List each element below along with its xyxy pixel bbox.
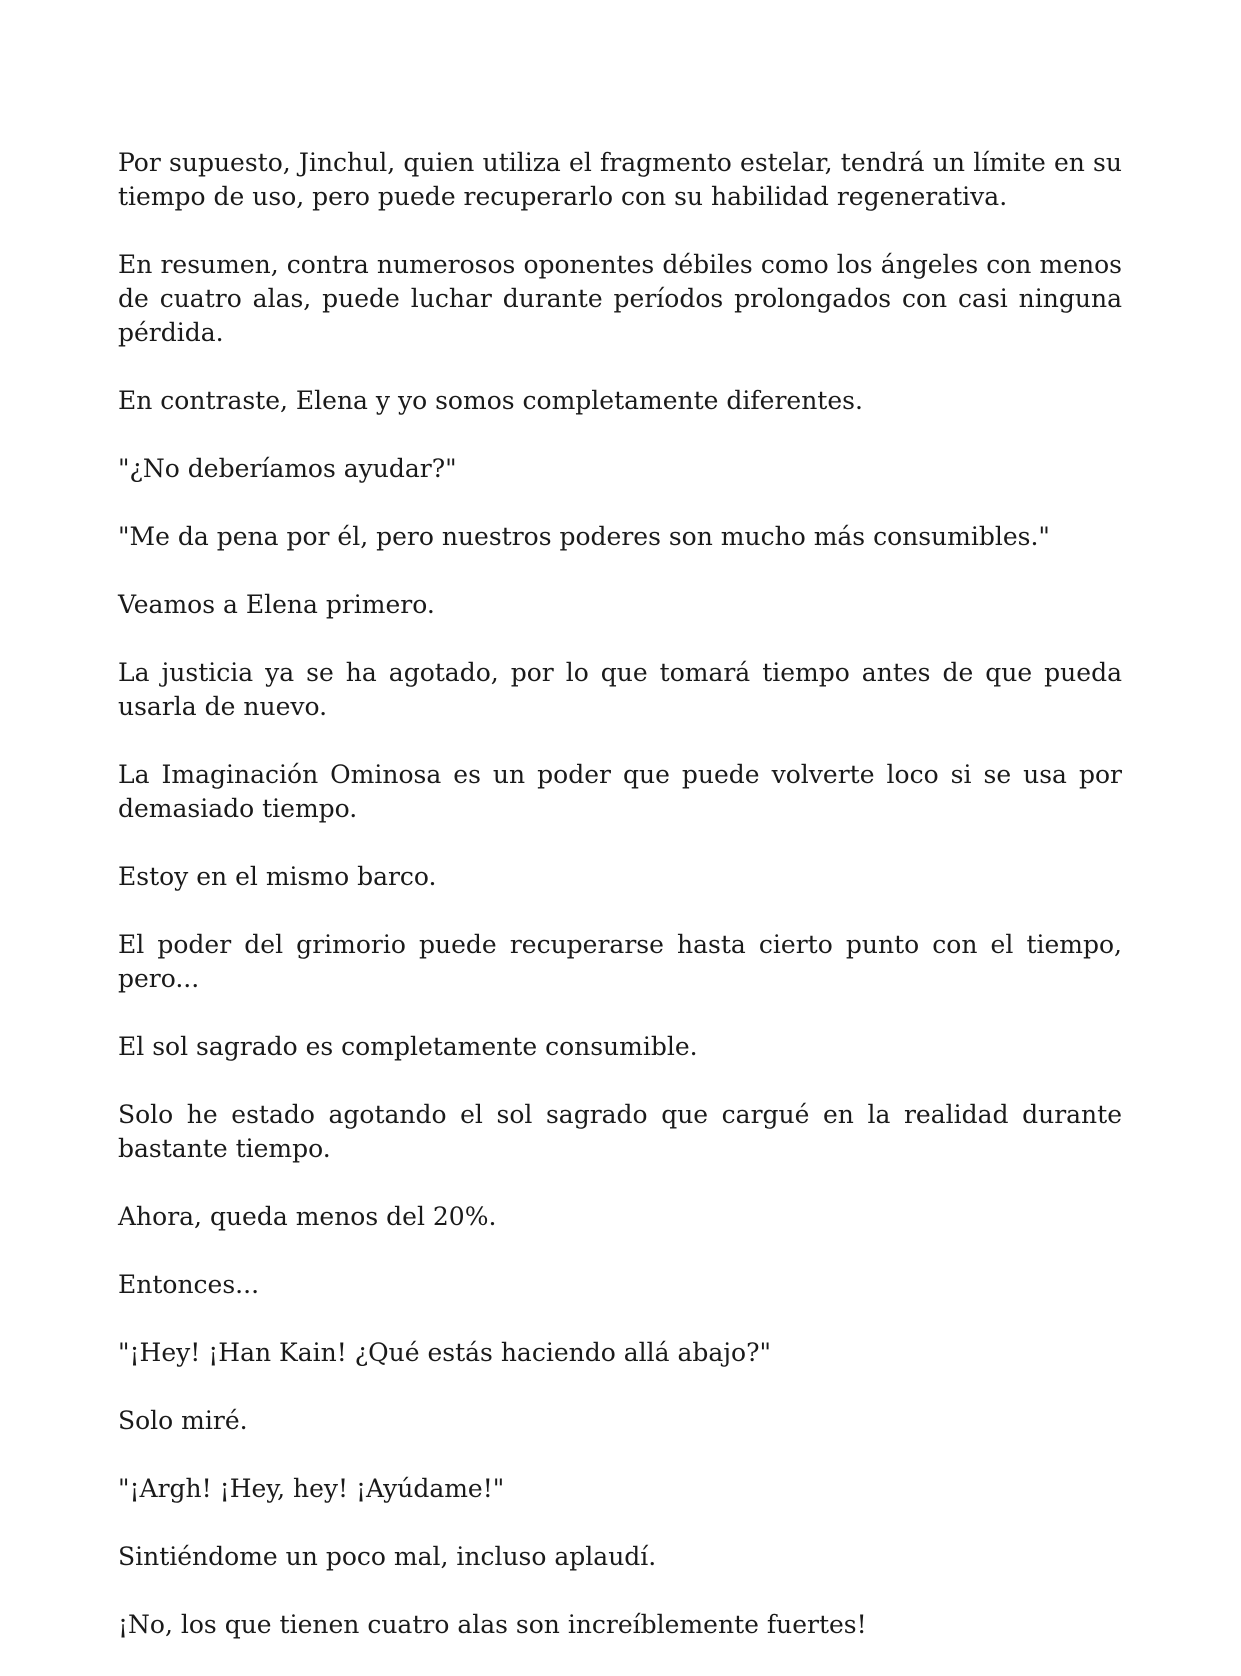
paragraph: En resumen, contra numerosos oponentes débiles como los ángeles con menos de cuatro alas, puede luchar durante períodos prolongados con casi ninguna pérdida. [118, 250, 1122, 347]
paragraph: Veamos a Elena primero. [118, 590, 435, 619]
paragraph: El poder del grimorio puede recuperarse hasta cierto punto con el tiempo, pero... [118, 930, 1122, 993]
paragraph: "¡Argh! ¡Hey, hey! ¡Ayúdame!" [118, 1474, 505, 1503]
paragraph: La justicia ya se ha agotado, por lo que tomará tiempo antes de que pueda usarla de nuevo. [118, 658, 1122, 721]
paragraph: "¡Hey! ¡Han Kain! ¿Qué estás haciendo allá abajo?" [118, 1338, 771, 1367]
paragraph: Por supuesto, Jinchul, quien utiliza el fragmento estelar, tendrá un límite en su tiempo de uso, pero puede recuperarlo con su habilidad regenerativa. [118, 148, 1122, 211]
paragraph: Solo he estado agotando el sol sagrado que cargué en la realidad durante bastante tiempo. [118, 1100, 1122, 1163]
paragraph: Estoy en el mismo barco. [118, 862, 437, 891]
paragraph: Solo miré. [118, 1406, 248, 1435]
paragraph: En contraste, Elena y yo somos completamente diferentes. [118, 386, 863, 415]
paragraph: Sintiéndome un poco mal, incluso aplaudí. [118, 1542, 657, 1571]
paragraph: Ahora, queda menos del 20%. [118, 1202, 497, 1231]
paragraph: La Imaginación Ominosa es un poder que puede volverte loco si se usa por demasiado tiempo. [118, 760, 1122, 823]
paragraph: "Me da pena por él, pero nuestros poderes son mucho más consumibles." [118, 522, 1050, 551]
paragraph: Entonces... [118, 1270, 260, 1299]
document-page [118, 146, 1122, 1676]
paragraph: ¡No, los que tienen cuatro alas son increíblemente fuertes! [118, 1610, 867, 1639]
paragraph: El sol sagrado es completamente consumible. [118, 1032, 698, 1061]
paragraph: "¿No deberíamos ayudar?" [118, 454, 457, 483]
